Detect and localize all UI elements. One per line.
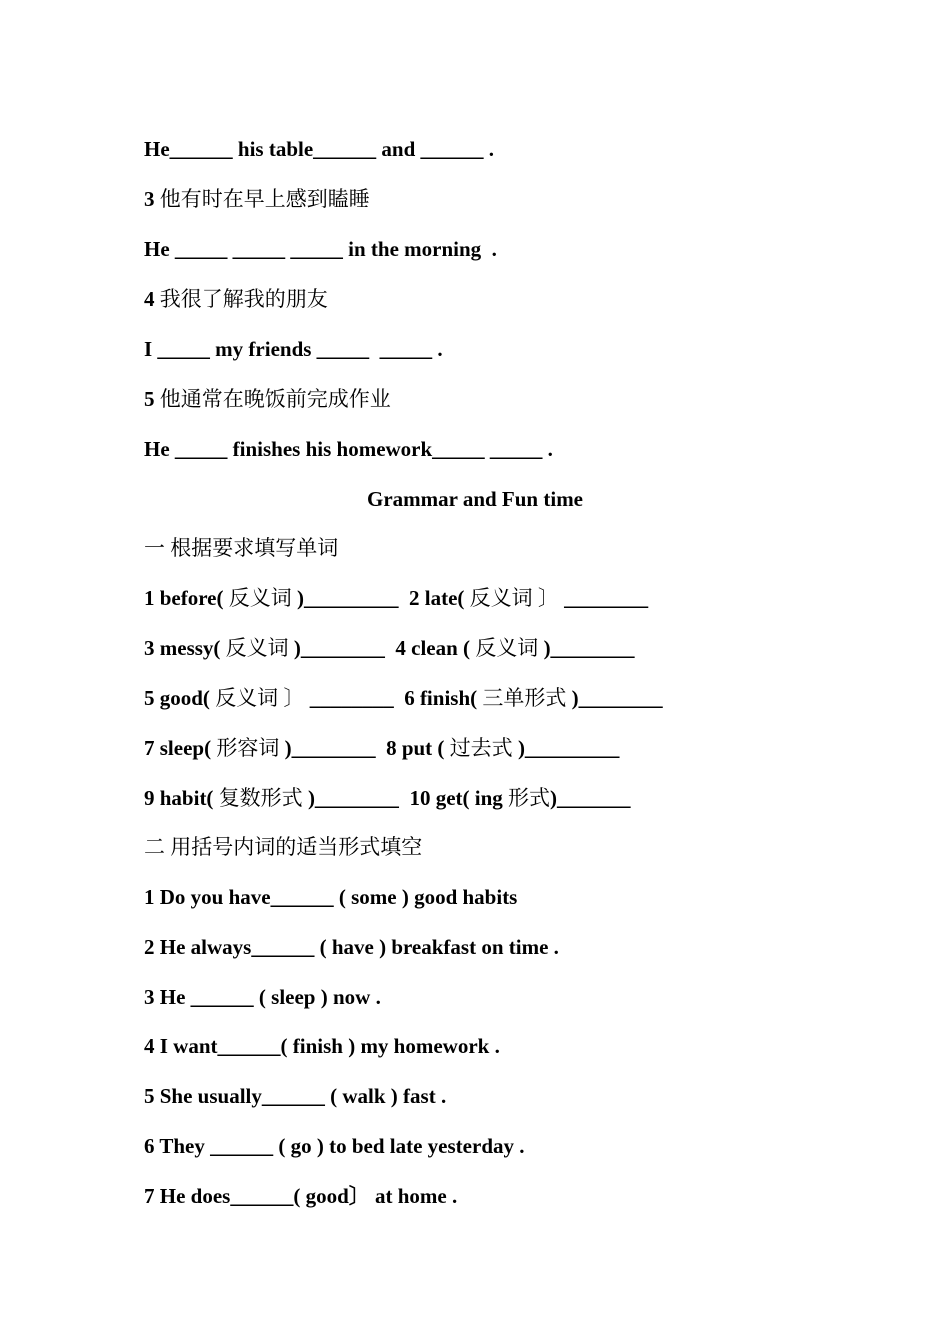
part1-heading: 一 根据要求填写单词 <box>144 536 339 560</box>
part1-row-3: 5 good( 反义词 〕 ________ 6 finish( 三单形式 )________ <box>144 686 663 710</box>
chinese-prompt: 他有时在早上感到瞌睡 <box>154 187 370 211</box>
part2-item-5: 5 She usually______ ( walk ) fast . <box>144 1084 447 1108</box>
part1-row-5: 9 habit( 复数形式 )________ 10 get( ing 形式)_______ <box>144 786 631 810</box>
chinese-prompt: 他通常在晚饭前完成作业 <box>154 387 391 411</box>
part2-item-6: 6 They ______ ( go ) to bed late yesterday . <box>144 1134 525 1158</box>
part1-row-4: 7 sleep( 形容词 )________ 8 put ( 过去式 )_________ <box>144 736 620 760</box>
sentence-4-prompt <box>144 286 328 312</box>
part2-item-1: 1 Do you have______ ( some ) good habits <box>144 885 518 909</box>
item-number: 4 <box>144 287 155 311</box>
item-number: 5 <box>144 387 155 411</box>
sentence-2-blanks: He______ his table______ and ______ . <box>144 137 495 161</box>
sentence-3-blanks: He _____ _____ _____ in the morning . <box>144 237 497 261</box>
part2-item-3: 3 He ______ ( sleep ) now . <box>144 985 381 1009</box>
sentence-5-prompt <box>144 386 391 412</box>
part2-item-7: 7 He does______( good〕 at home . <box>144 1184 458 1208</box>
part1-row-1: 1 before( 反义词 )_________ 2 late( 反义词 〕 ________ <box>144 586 649 610</box>
item-number: 3 <box>144 187 155 211</box>
chinese-prompt: 我很了解我的朋友 <box>154 287 328 311</box>
section-title: Grammar and Fun time <box>366 487 584 511</box>
part2-item-2: 2 He always______ ( have ) breakfast on time . <box>144 935 559 959</box>
part2-item-4: 4 I want______( finish ) my homework . <box>144 1034 500 1058</box>
part2-heading: 二 用括号内词的适当形式填空 <box>144 835 423 859</box>
part1-row-2: 3 messy( 反义词 )________ 4 clean ( 反义词 )________ <box>144 636 635 660</box>
sentence-4-blanks: I _____ my friends _____ _____ . <box>144 337 443 361</box>
sentence-3-prompt <box>144 186 370 212</box>
sentence-5-blanks: He _____ finishes his homework_____ _____ . <box>144 437 553 461</box>
